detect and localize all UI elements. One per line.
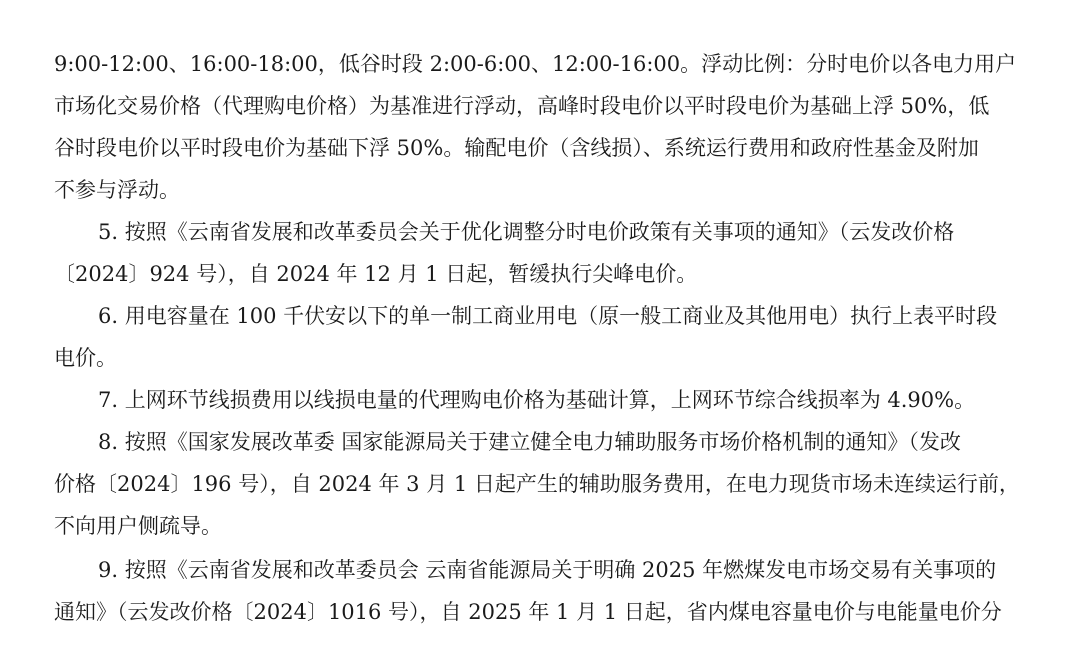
text-line-content: 8. 按照《国家发展改革委 国家能源局关于建立健全电力辅助服务市场价格机制的通知》（发改	[98, 430, 961, 454]
paragraph-8-line-1	[0, 420, 1080, 464]
text-line-content: 通知》（云发改价格〔2024〕1016 号），自 2025 年 1 月 1 日起，省内煤电容量电价与电能量电价分	[54, 600, 1002, 624]
text-line-1	[0, 42, 1080, 86]
text-line-content: 市场化交易价格（代理购电价格）为基准进行浮动，高峰时段电价以平时段电价为基础上浮 50%，低	[54, 94, 990, 118]
text-line-content: 价格〔2024〕196 号），自 2024 年 3 月 1 日起产生的辅助服务费用，在电力现货市场未连续运行前，	[54, 472, 1020, 496]
text-line-content: 6. 用电容量在 100 千伏安以下的单一制工商业用电（原一般工商业及其他用电）执行上表平时段	[98, 304, 998, 328]
text-line-4	[0, 168, 1080, 212]
paragraph-8-line-3	[0, 504, 1080, 548]
paragraph-7-line-1	[0, 378, 1080, 422]
text-line-2	[0, 84, 1080, 128]
paragraph-9-line-1	[0, 548, 1080, 592]
paragraph-5-line-1	[0, 210, 1080, 254]
paragraph-8-line-2	[0, 462, 1080, 506]
paragraph-6-line-1	[0, 294, 1080, 338]
text-line-content: 谷时段电价以平时段电价为基础下浮 50%。输配电价（含线损）、系统运行费用和政府性基金及附加	[54, 136, 979, 160]
text-line-content: 电价。	[54, 346, 117, 370]
paragraph-9-line-2	[0, 590, 1080, 634]
text-line-content: 5. 按照《云南省发展和改革委员会关于优化调整分时电价政策有关事项的通知》（云发改价格	[98, 220, 955, 244]
paragraph-5-line-2	[0, 252, 1080, 296]
text-line-content: 不参与浮动。	[54, 178, 180, 202]
text-line-content: 7. 上网环节线损费用以线损电量的代理购电价格为基础计算，上网环节综合线损率为 4.90%。	[98, 388, 976, 412]
text-line-content: 〔2024〕924 号），自 2024 年 12 月 1 日起，暂缓执行尖峰电价。	[54, 262, 698, 286]
text-line-content: 9:00-12:00、16:00-18:00，低谷时段 2:00-6:00、12:00-16:00。浮动比例：分时电价以各电力用户	[54, 52, 1017, 76]
text-line-3	[0, 126, 1080, 170]
paragraph-6-line-2	[0, 336, 1080, 380]
text-line-content: 9. 按照《云南省发展和改革委员会 云南省能源局关于明确 2025 年燃煤发电市场交易有关事项的	[98, 558, 997, 582]
text-line-content: 不向用户侧疏导。	[54, 514, 222, 538]
